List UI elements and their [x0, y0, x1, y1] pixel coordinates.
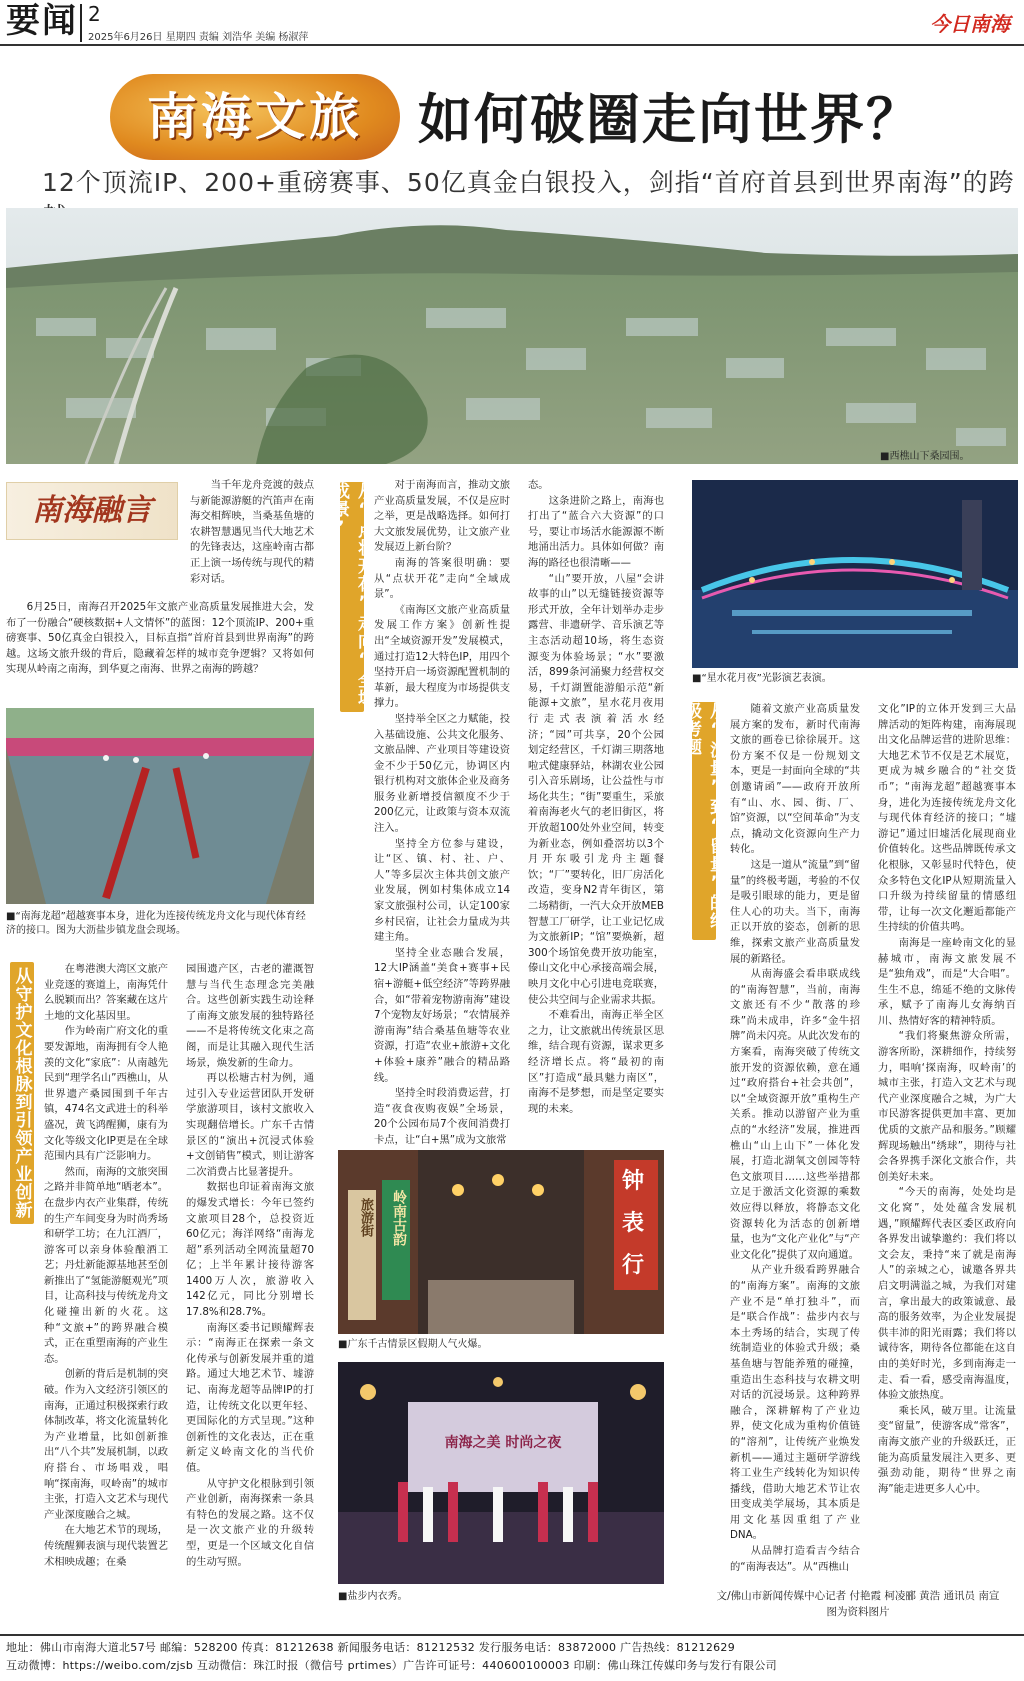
article-paragraph: 对于南海而言，推动文旅产业高质量发展，不仅是应时之举，更是战略选择。如何打大文旅发展优势，让文旅产业发展迈上新台阶？	[374, 479, 510, 554]
article-paragraph: 坚持全时段消费运营，打造“夜食夜购夜娱”全场景，20个公园布局7个夜间消费打卡点，让“白+黑”成为文旅常	[374, 1087, 510, 1146]
article-paragraph: 作为岭南广府文化的重要发源地，南海拥有令人艳羡的文化“家底”：从南越先民到“理学名山”西樵山，从世界遗产桑园围到千年古镇，474名文武进士的科举盛况，黄飞鸿醒狮，康有为文化等级文化IP更是在全球范围内具有广泛影响力。	[44, 1025, 168, 1163]
footer-line-1: 地址：佛山市南海大道北57号 邮编：528200 传真：81212638 新闻服务电话：81212532 发行服务电话：83872000 广告热线：81212629	[6, 1641, 736, 1654]
lingerie-show-stage-image	[338, 1362, 664, 1584]
dragonboat-race-image	[6, 708, 314, 904]
intro-body	[6, 600, 314, 678]
article-paragraph: 这是一道从“流量”到“留量”的终极考题，考验的不仅是吸引眼球的能力，更是留住人心的功夫。当下，南海正以开放的姿态，创新的思维，探索文旅产业高质量发展的新路径。	[730, 858, 860, 965]
article-paragraph: 坚持举全区之力赋能，投入基础设施、公共文化服务、文旅品牌、产业项目等建设资金不少于50亿元，协调区内银行机构对文旅体企业及商务服务业新增授信额度不少于200亿元，让政策与资本双流注入。	[374, 712, 510, 835]
article-paragraph: 南海是一座岭南文化的显赫城市，南海文旅发展不是“独角戏”，而是“大合唱”。生生不息，绵延不绝的文脉传承，赋予了南海儿女海纳百川、热情好客的精神特质。	[878, 936, 1016, 1027]
article-column-2	[186, 962, 314, 1570]
date-line: 2025年6月26日 星期四 责编 刘浩华 美编 杨淑萍	[88, 32, 309, 43]
section-banner-2: 从“点状开花”走向“全域成景”	[340, 482, 364, 712]
article-paragraph: 然而，南海的文旅突围之路并非简单地“晒老本”。在盘步内衣产业集群，传统的生产车间变身为时尚秀场和研学工坊；在九江酒厂，游客可以亲身体验酿酒工艺；丹灶新能源基地甚至创新推出了“氢能游艇观光”项目，让高科技与传统龙舟文化碰撞出新的火花。这种“文旅+”的跨界融合模式，正在重塑南海的产业生态。	[44, 1165, 168, 1365]
article-paragraph: 不难看出，南海正举全区之力，让文旅就出传统景区思维，结合现有资源，谋求更多经济增长点。将“最初的南区”打造成“最具魅力南区”，南海不是梦想，而是坚定要实现的未来。	[528, 1009, 664, 1115]
headline-badge-text: 南海文旅	[147, 87, 363, 146]
article-paragraph: 创新的背后是机制的突破。作为入文经济引领区的南海，正通过积极探索行政体制改革，将文化流量转化为产业增量，比如创新推出“八个共”发展机制，以政府搭台、市场唱戏，唱响“探南海，叹岭南”的城市主张，打造入文艺术与现代产业深度融合之城。	[44, 1368, 168, 1521]
masthead-rule	[0, 44, 1024, 46]
street-sign-3: 钟	[622, 1169, 645, 1194]
dragonboat-photo	[6, 708, 314, 904]
aerial-landscape-image	[6, 208, 1018, 464]
intro-paragraph: 当千年龙舟竞渡的鼓点与新能源游艇的汽笛声在南海交相辉映，当桑基鱼塘的农耕智慧遇见当代大地艺术的先锋表达，这座岭南古都正上演一场传统与现代的精彩对话。	[190, 479, 314, 585]
street-sign-1: 旅游街	[358, 1198, 373, 1237]
intro-paragraph: 6月25日，南海召开2025年文旅产业高质量发展推进大会，发布了一份融合“硬核数据+人文情怀”的蓝图：12个顶流IP、200+重磅赛事、50亿真金白银投入，目标直指“首府首县到世界南海”的跨越。这场文旅升级的背后，隐藏着怎样的城市竞争逻辑？又将如何实现从岭南之南海，到华夏之南海、世界之南海的跨越？	[6, 601, 314, 676]
section-title: 要闻	[6, 1, 78, 41]
article-paragraph: 乘长风，破万里。让流量变“留量”，使游客成“常客”，南海文旅产业的升级跃迁，正能为高质量发展注入更多、更强劲动能，期待“世界之南海”能走进更多人心中。	[878, 1404, 1016, 1495]
byline: 文/佛山市新闻传媒中心记者 付艳霞 柯凌郦 黄浩 通讯员 南宣 图为资料图片	[716, 1590, 1000, 1618]
column-logo-text: 南海融言	[32, 493, 152, 528]
street-sign-2: 岭南古韵	[391, 1190, 407, 1246]
street-photo	[338, 1150, 664, 1334]
article-paragraph: 南海区委书记顾耀辉表示：“南海正在探索一条文化传承与创新发展并重的道路。通过大地艺术节、墟游记、南海龙超等品牌IP的打造，让传统文化以更年轻、更国际化的方式呈现。”这种创新性的文化表达，正在重新定义岭南文化的当代价值。	[186, 1321, 314, 1474]
article-column-6	[878, 702, 1016, 1497]
headline-title: 如何破圈走向世界？	[418, 88, 922, 151]
article-paragraph: 坚持全业态融合发展，12大IP涵盖“美食+赛事+民宿+游艇+低空经济”等跨界融合，如“带着宠物游南海”建设7个宠物友好场景；“农情展养游南海”结合桑基鱼塘等农业资源，打造“农业+旅游+文化+体验+康养”融合的精品路线。	[374, 946, 510, 1084]
article-paragraph: 从品牌打造看吉今结合的“南海表达”。从“西樵山	[730, 1545, 860, 1573]
intro-lead	[190, 478, 314, 587]
article-paragraph: 南海的答案很明确：要从“点状开花”走向“全域成景”。	[374, 556, 510, 601]
dragonboat-caption: ■“南海龙超”超越赛事本身，进化为连接传统龙舟文化与现代体育经济的接口。图为大沥盐步镇龙盘会现场。	[6, 911, 306, 936]
article-paragraph: 园围遗产区，古老的灌溉智慧与当代生态理念完美融合。这些创新实践生动诠释了南海文旅发展的独特路径——不是将传统文化束之高阁，而是让其融入现代生活场景，焕发新的生命力。	[186, 963, 314, 1069]
article-paragraph: 在粤港澳大湾区文旅产业竞逐的赛道上，南海凭什么脱颖而出？答案藏在这片土地的文化基因里。	[44, 963, 168, 1022]
hero-photo	[6, 208, 1018, 464]
article-paragraph: 再以松塘古村为例，通过引入专业运营团队开发研学旅游项目，该村文旅收入实现翻倍增长。广东千古情景区的“演出+沉浸式体验+文创销售”模式，则让游客二次消费占比显著提升。	[186, 1072, 314, 1178]
masthead-divider	[80, 4, 82, 42]
page-number: 2	[88, 2, 101, 26]
section-banner-1: 从守护文化根脉到引领产业创新	[10, 962, 34, 1224]
footer-line-2: 互动微博：https://weibo.com/zjsb 互动微信：珠江时报（微信号 prtimes）广告许可证号：440600100003 印刷：佛山珠江传媒印务与发行有限公司	[6, 1659, 777, 1672]
footer-rule	[0, 1634, 1024, 1636]
fashion-show-photo	[338, 1362, 664, 1584]
article-paragraph: “我们将聚焦游众所需，游客所盼，深耕细作，持续努力，唱响‘探南海，叹岭南’的城市主张，打造入文艺术与现代产业深度融合之城，为广大市民游客提供更加丰富、更加优质的文旅产品和服务。”顾耀辉现场触出“绣球”，期待与社会各界携手深化文旅合作，共创美好未来。	[878, 1030, 1016, 1183]
bridge-photo	[692, 480, 1018, 668]
stage-title: 南海之美 时尚之夜	[444, 1435, 562, 1451]
show-caption: ■盐步内衣秀。	[338, 1591, 408, 1602]
article-paragraph: 从南海盛会看串联成线的“南海智慧”，当前，南海文旅还有不少“散落的珍珠”尚未成串，许多“金牛招牌”尚未闪亮。从此次发布的方案看，南海突破了传统文旅开发的资源依赖，意在通过“政府搭台+社会共创”，以“全域资源开放”重构生产关系。推动以游留产业为重点的“水经济”发展，推进西樵山“山上山下”一体化发展，打造北湖氧文创园等特色文旅项目……这些举措都立足于激活文化资源的乘数效应得以释放，将静态文化资源转化为活态的创新增量，也为“文化产业化”与“产业文化化”提供了双向通道。	[730, 968, 860, 1261]
article-paragraph: 坚持全方位参与建设，让“区、镇、村、社、户、人”等多层次主体共创文旅产业发展，例如村集体成立14家文旅强村公司，认定100家乡村民宿，让社会力量成为共建主角。	[374, 837, 510, 944]
article-column-1	[44, 962, 168, 1570]
article-paragraph: 从守护文化根脉到引领产业创新，南海探索一条具有特色的发展之路。这不仅是一次文旅产业的升级转型，更是一个区域文化自信的生动写照。	[186, 1477, 314, 1568]
light-show-bridge-image	[692, 480, 1018, 668]
article-paragraph: 文化”IP的立体开发到三大品牌活动的矩阵构建，南海展现出文化品牌运营的进阶思维：大地艺术节不仅是艺术展览，更成为城乡融合的“社交货币”；“南海龙超”超越赛事本身，进化为连接传统龙舟文化与现代体育经济的接口；“墟游记”通过旧墟活化展现商业价值转化。这些品牌既传承文化根脉，又彰显时代特色，使众多特色文化IP从短期流量入口升级为持续留量的情感纽带，让每一次文化邂逅都能产生持续的价值共鸣。	[878, 703, 1016, 934]
article-paragraph: 从产业升级看跨界融合的“南海方案”。南海的文旅产业不是“单打独斗”，而是“联合作战”：盐步内衣与本土秀场的结合，实现了传统制造业的体验式升级；桑基鱼塘与智能养殖的碰撞，重造出生态科技与农耕文明对话的沉浸场景。这种跨界融合，深耕解构了产业边界，使文化成为重构价值链的“溶剂”，让传统产业焕发新机——通过主题研学游线将工业生产线转化为知识传播线，借助大地艺术节让农田变成美学展场，其本质是用文化基因重组了产业DNA。	[730, 1264, 860, 1542]
headline-badge	[110, 74, 400, 160]
street-sign-5: 行	[622, 1253, 645, 1278]
article-paragraph: 数据也印证着南海文旅的爆发式增长：今年已签约文旅项目28个，总投资近60亿元；海洋网络“南海龙超”系列活动全网流量超70亿；上半年累计接待游客1400万人次，旅游收入142亿元，同比分别增长17.8%和28.7%。	[186, 1181, 314, 1319]
column-logo	[6, 482, 178, 540]
masthead	[0, 0, 1024, 42]
article-paragraph: 态。	[528, 479, 549, 491]
street-caption: ■广东千古情景区假期人气火爆。	[338, 1339, 488, 1350]
street-sign-4: 表	[622, 1211, 645, 1236]
headline-subtitle: 12个顶流IP、200+重磅赛事、50亿真金白银投入，剑指“首府首县到世界南海”的跨	[42, 168, 1015, 197]
article-paragraph: “山”要开放，八屋“会讲故事的山”以无缝链接资源等形式开放，全年计划举办走步露营、非遗研学、音乐演艺等主态活动超10场，将生态资源变为体验场景；“水”要激活，899条河涌聚力经营权交易，千灯湖置能游船示范“新能源+文旅”，星水花月夜用行走式表演着活水经济；“园”可共享，20个公园划定经营区，千灯湖三期落地啦式健康驿站，林湖农业公园引入音乐剧场，让公益性与市场化共生；“街”要重生，采旅着南海老火气的老旧街区，将开放超100处外业空间，转变为新业态，例如叠滘坊以3个月开东吸引龙舟主题餐饮；“厂”要转化，旧厂房活化改造，变身N2青年街区，第二场精街，一汽大众开放MEB智慧工厂研学，让工业记忆成为文旅新IP；“馆”要焕新，超300个场馆免费开放功能室，傣山文化中心承接高端会展，映月文化中心引进电竞联赛，使公共空间与企业需求共振。	[528, 572, 664, 1006]
hero-caption: ■西樵山下桑园围。	[880, 451, 970, 462]
brand-logo: 今日南海	[930, 12, 1010, 36]
article-column-3	[374, 478, 510, 1149]
article-paragraph: 这条进阶之路上，南海也打出了“蓝合六大资源”的口号，要让市场活水能源源不断地涌出活力。具体如何做？南海的路径也很清晰——	[528, 494, 664, 569]
article-column-5	[730, 702, 860, 1575]
bridge-caption: ■“星水花月夜”光影演艺表演。	[692, 673, 832, 684]
article-paragraph: “今天的南海，处处均是文化窝”，处处蕴含发展机遇，”顾耀辉代表区委区政府向各界发出诚挚邀约：我们将以文会友，秉持“来了就是南海人”的亲城之心，诚邀各界共启文明满溢之城，为我们对建言，拿出最大的政策诚意、最高的服务效率，为企业发展提供丰沛的阳光雨露；我们将以诚待客，期待各位都能在这自由的美好时光，多到南海走一走、看一看，感受南海温度，体验文旅热度。	[878, 1186, 1016, 1402]
article-paragraph: 随着文旅产业高质量发展方案的发布，新时代南海文旅的画卷已徐徐展开。这份方案不仅是一份规划文本，更是一封面向全球的“共创邀请函”——政府开放所有“山、水、园、街、厂、馆”资源，以“空间革命”为支点，撬动文化资源向生产力转化。	[730, 703, 860, 856]
article-column-4	[528, 478, 664, 1117]
article-paragraph: 在大地艺术节的现场，传统醒狮表演与现代装置艺术相映成趣；在桑	[44, 1524, 168, 1568]
article-paragraph: 《南海区文旅产业高质量发展工作方案》创新性提出“全域资源开发”发展模式，通过打造12大特色IP，用四个坚持开启一场资源配置机制的革新，最大程度为市场提供支撑力。	[374, 603, 510, 710]
section-banner-3: 从“流量”到“留量”的终极考题	[692, 702, 716, 940]
